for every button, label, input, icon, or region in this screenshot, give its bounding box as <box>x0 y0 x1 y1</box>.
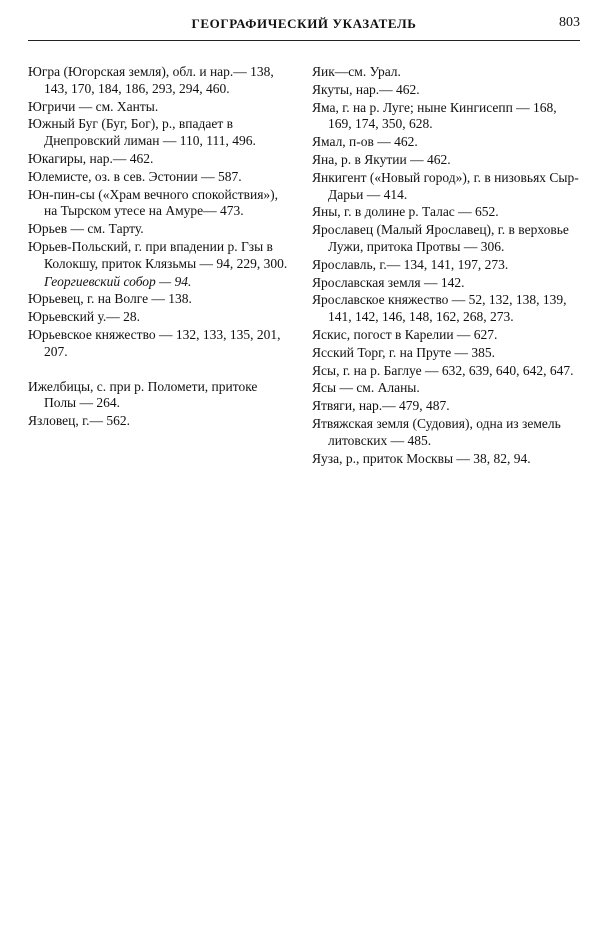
index-entry: Язловец, г.— 562. <box>28 413 130 429</box>
index-entry: Юлемисте, оз. в сев. Эстонии — 587. <box>28 168 242 184</box>
index-entry: Ижелбицы, с. при р. Поломети, притоке Полы — 264. <box>28 378 258 411</box>
index-entry: Яик—см. Урал. <box>312 64 401 79</box>
index-entry: Юрьев — см. Тарту. <box>28 221 144 237</box>
index-entry: Яна, р. в Якутии — 462. <box>312 151 451 167</box>
index-entry: Юрьевское княжество — 132, 133, 135, 201, 207. <box>28 326 281 359</box>
index-entry: Ятвяжская земля (Судовия), одна из земель литовских — 485. <box>312 415 561 448</box>
index-entry: Яны, г. в долине р. Талас — 652. <box>312 204 499 220</box>
index-entry: Ярославское княжество — 52, 132, 138, 139, 141, 142, 146, 148, 162, 268, 273. <box>312 292 567 325</box>
index-entry: Югра (Югорская земля), обл. и нар.— 138, 143, 170, 184, 186, 293, 294, 460. <box>28 64 274 96</box>
index-entry: Юрьевский у.— 28. <box>28 309 140 325</box>
index-entry: Ясы, г. на р. Баглуе — 632, 639, 640, 642, 647. <box>312 362 574 378</box>
section-gap <box>28 362 290 379</box>
index-entry: Югричи — см. Ханты. <box>28 98 159 114</box>
index-entry: Ясы — см. Аланы. <box>312 380 420 396</box>
left-column <box>28 64 290 431</box>
right-column <box>312 64 582 468</box>
index-entry: Якуты, нар.— 462. <box>312 81 420 97</box>
index-subentry: Георгиевский собор — 94. <box>44 273 192 289</box>
page-number: 803 <box>559 15 580 30</box>
index-entry: Ятвяги, нар.— 479, 487. <box>312 398 450 414</box>
index-entry: Яма, г. на р. Луге; ныне Кингисепп — 168, 169, 174, 350, 628. <box>312 99 557 132</box>
page-header <box>28 14 580 40</box>
index-entry: Янкигент («Новый город»), г. в низовьях Сыр-Дарьи — 414. <box>312 169 579 202</box>
index-entry: Юрьевец, г. на Волге — 138. <box>28 291 192 307</box>
index-entry: Юн-пин-сы («Храм вечного спокойствия»), на Тырском утесе на Амуре— 473. <box>28 186 279 219</box>
index-entry: Ярославец (Малый Ярославец), г. в верховье Лужи, притока Протвы — 306. <box>312 222 569 254</box>
index-entry: Ярославская земля — 142. <box>312 274 465 290</box>
index-entry: Юкагиры, нар.— 462. <box>28 150 154 166</box>
header-rule <box>28 40 580 41</box>
index-entry: Южный Буг (Буг, Бог), р., впадает в Днепровский лиман — 110, 111, 496. <box>28 116 256 149</box>
index-entry: Юрьев-Польский, г. при впадении р. Гзы в Колокшу, приток Клязьмы — 94, 229, 300. <box>28 238 288 271</box>
index-entry: Ямал, п-ов — 462. <box>312 134 418 150</box>
index-entry: Яскис, погост в Карелии — 627. <box>312 326 498 342</box>
index-entry: Ярославль, г.— 134, 141, 197, 273. <box>312 256 509 272</box>
index-entry: Ясский Торг, г. на Пруте — 385. <box>312 344 496 360</box>
running-title: ГЕОГРАФИЧЕСКИЙ УКАЗАТЕЛЬ <box>191 16 417 31</box>
index-entry: Яуза, р., приток Москвы — 38, 82, 94. <box>312 450 531 466</box>
